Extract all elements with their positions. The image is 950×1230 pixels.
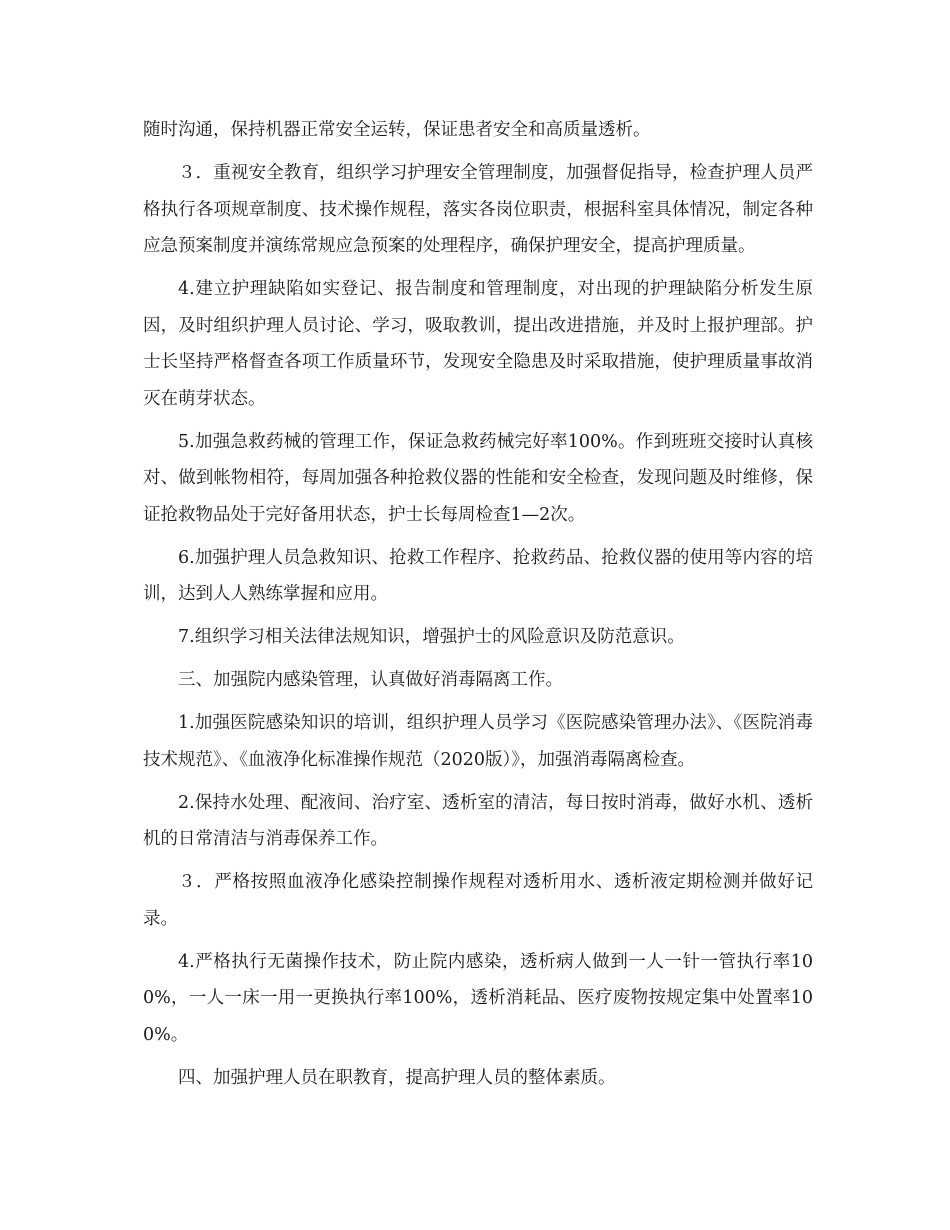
paragraph-continuation: 随时沟通，保持机器正常安全运转，保证患者安全和高质量透析。 [143, 120, 651, 140]
paragraph-infection-item-1: 1.加强医院感染知识的培训，组织护理人员学习《医院感染管理办法》、《医院消毒技术规范》、《血液净化标准操作规范（2020版）》，加强消毒隔离检查。 [143, 713, 813, 770]
paragraph-infection-item-3: ３．严格按照血液净化感染控制操作规程对透析用水、透析液定期检测并做好记录。 [143, 872, 813, 929]
document-body [143, 112, 813, 1103]
paragraph-item-6: 6.加强护理人员急救知识、抢救工作程序、抢救药品、抢救仪器的使用等内容的培训，达到人人熟练掌握和应用。 [143, 547, 813, 604]
paragraph-infection-item-2: 2.保持水处理、配液间、治疗室、透析室的清洁，每日按时消毒，做好水机、透析机的日常清洁与消毒保养工作。 [143, 792, 813, 849]
paragraph-item-5: 5.加强急救药械的管理工作，保证急救药械完好率100%。作到班班交接时认真核对、做到帐物相符，每周加强各种抢救仪器的性能和安全检查，发现问题及时维修，保证抢救物品处于完好备用状态，护士长每周检查1—2次。 [143, 431, 813, 525]
paragraph-item-3: ３．重视安全教育，组织学习护理安全管理制度，加强督促指导，检查护理人员严格执行各项规章制度、技术操作规程，落实各岗位职责，根据科室具体情况，制定各种应急预案制度并演练常规应急预案的处理程序，确保护理安全，提高护理质量。 [143, 163, 813, 256]
paragraph-item-7: 7.组织学习相关法律法规知识，增强护士的风险意识及防范意识。 [178, 627, 685, 647]
paragraph-infection-item-4: 4.严格执行无菌操作技术，防止院内感染，透析病人做到一人一针一管执行率100%，一人一床一用一更换执行率100%，透析消耗品、医疗废物按规定集中处置率100%。 [143, 951, 813, 1045]
paragraph-item-4: 4.建立护理缺陷如实登记、报告制度和管理制度，对出现的护理缺陷分析发生原因，及时组织护理人员讨论、学习，吸取教训，提出改进措施，并及时上报护理部。护士长坚持严格督查各项工作质量环节，发现安全隐患及时采取措施，使护理质量事故消灭在萌芽状态。 [143, 279, 813, 409]
section-heading-4: 四、加强护理人员在职教育，提高护理人员的整体素质。 [178, 1067, 616, 1088]
section-heading-3: 三、加强院内感染管理，认真做好消毒隔离工作。 [178, 670, 563, 690]
